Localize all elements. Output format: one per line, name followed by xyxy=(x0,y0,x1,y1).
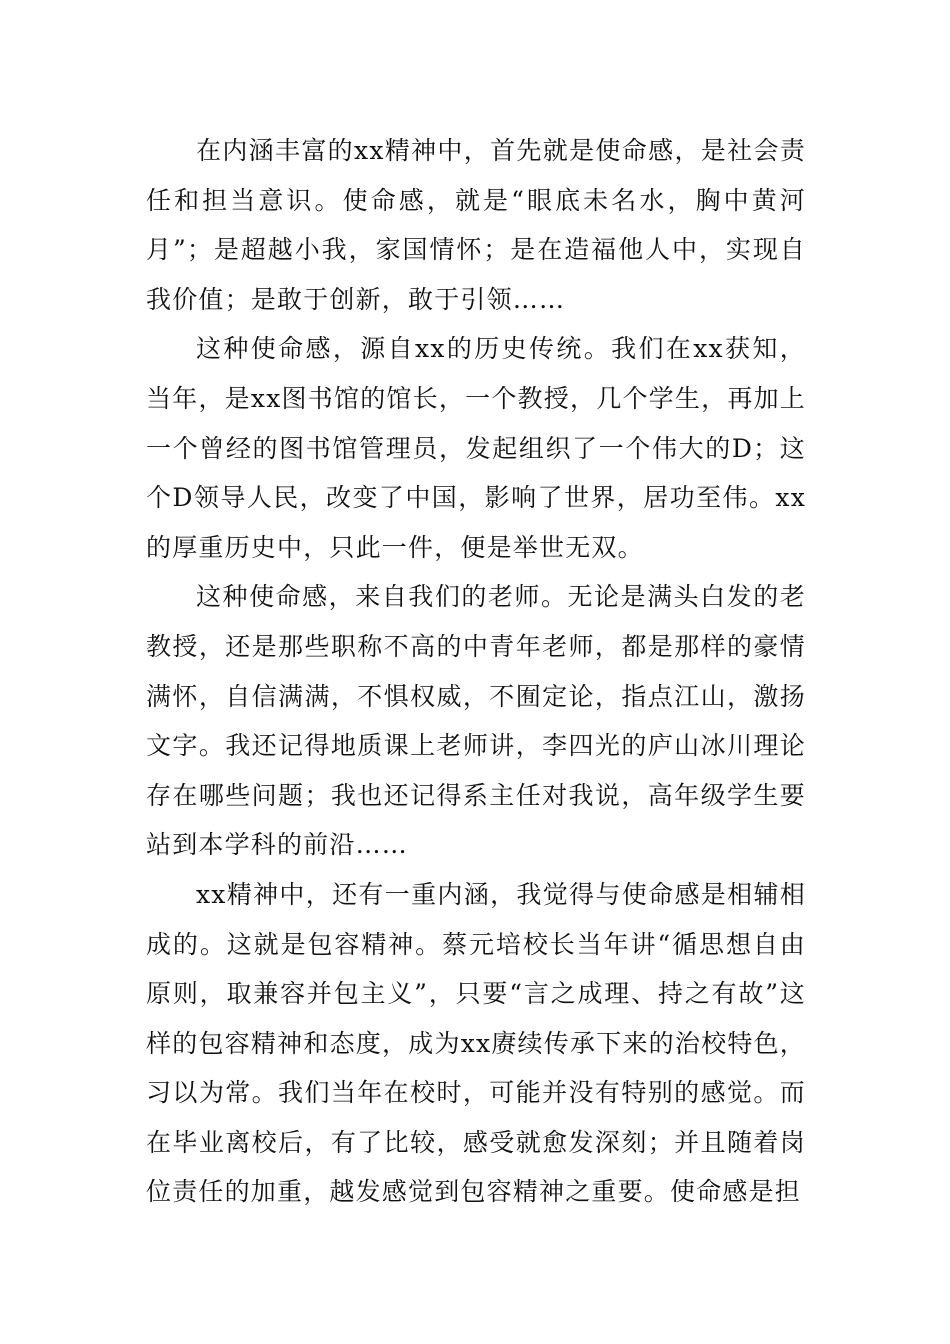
body-text xyxy=(146,126,806,1217)
paragraph-history: 这种使命感，源自xx的历史传统。我们在xx获知，当年，是xx图书馆的馆长，一个教授，几个学生，再加上一个曾经的图书馆管理员，发起组织了一个伟大的D；这个D领导人民，改变了中国，影响了世界，居功至伟。xx的厚重历史中，只此一件，便是举世无双。 xyxy=(146,334,806,562)
paragraph-inclusiveness: xx精神中，还有一重内涵，我觉得与使命感是相辅相成的。这就是包容精神。蔡元培校长当年讲“循思想自由原则，取兼容并包主义”，只要“言之成理、持之有故”这样的包容精神和态度，成为xx赓续传承下来的治校特色，习以为常。我们当年在校时，可能并没有特别的感觉。而在毕业离校后，有了比较，感受就愈发深刻；并且随着岗位责任的加重，越发感觉到包容精神之重要。使命感是担 xyxy=(146,879,806,1207)
paragraph-mission: 在内涵丰富的xx精神中，首先就是使命感，是社会责任和担当意识。使命感，就是“眼底未名水，胸中黄河月”；是超越小我，家国情怀；是在造福他人中，实现自我价值；是敢于创新，敢于引领…… xyxy=(146,136,806,314)
paragraph-teachers: 这种使命感，来自我们的老师。无论是满头白发的老教授，还是那些职称不高的中青年老师，都是那样的豪情满怀，自信满满，不惧权威，不囿定论，指点江山，激扬文字。我还记得地质课上老师讲，李四光的庐山冰川理论存在哪些问题；我也还记得系主任对我说，高年级学生要站到本学科的前沿…… xyxy=(146,582,806,860)
